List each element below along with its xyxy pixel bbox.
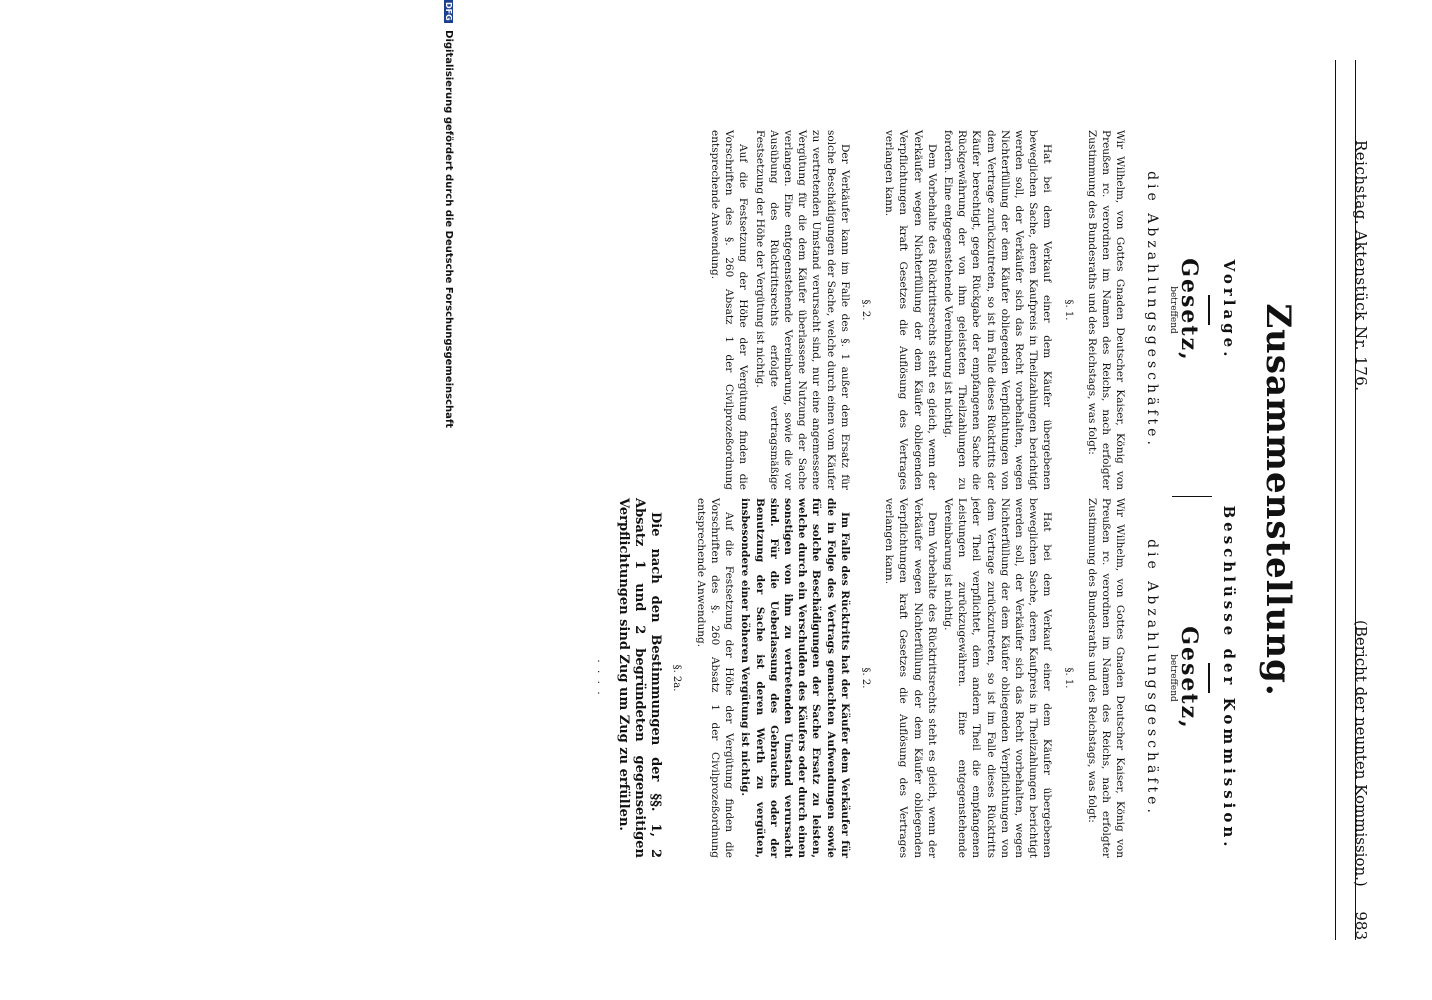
column-vorlage: [706, 130, 1262, 490]
paragraph: Die nach den Bestimmungen der §§. 1, 2 Absatz 1 und 2 begründeten gegenseitigen Verpflichtungen sind Zug um Zug zu erfüllen.: [616, 498, 664, 858]
paragraph: Auf die Festsetzung der Höhe der Vergütung finden die Vorschriften des §. 260 Absatz 1 der Civilprozeßordnung entsprechende Anwendung.: [694, 498, 736, 858]
divider: [1208, 295, 1210, 325]
paragraph: Der Verkäufer kann im Falle des §. 1 außer dem Ersatz für solche Beschädigungen der Sache, welche durch einen vom Käufer zu vertretenden Umstand verursacht sind, nur eine angemessene Vergütung für die dem Käufer überlassene Nutzung der Sache verlangen. Eine entgegenstehende Vereinbarung, sowie die vor Ausübung des Rücktrittsrechts erfolgte vertragsmäßige Festsetzung der Höhe der Vergütung ist nichtig.: [753, 130, 851, 490]
paragraph: Dem Vorbehalte des Rücktrittsrechts steht es gleich, wenn der Verkäufer wegen Nichterfüllung der dem Käufer obliegenden Verpflichtungen kraft Gesetzes die Auflösung des Vertrages verlangen kann.: [883, 498, 938, 858]
column-beschluesse: [591, 498, 1262, 858]
dfg-logo: DFG: [444, 2, 453, 21]
end-ornament: · · · ·: [592, 659, 605, 697]
column-heading: Vorlage.: [1220, 259, 1238, 361]
header-left: Reichstag. Aktenstück Nr. 176.: [1352, 140, 1370, 392]
section-heading: §. 1.: [1062, 299, 1074, 321]
betreffend-label: betreffend: [1167, 654, 1178, 702]
section-heading: §. 2a.: [671, 664, 683, 692]
paragraph: Hat bei dem Verkauf einer dem Käufer übergebenen beweglichen Sache, deren Kaufpreis in Theilzahlungen berichtigt werden soll, der Verkäufer sich das Recht vorbehalten, wegen Nichterfüllung der dem Käufer obliegenden Verpflichtungen von dem Vertrage zurückzutreten, so ist im Falle dieses Rücktritts der Käufer berechtigt, gegen Rückgabe der empfangenen Sache die Rückgewährung der von ihm geleisteten Theilzahlungen zu fordern. Eine entgegenstehende Vereinbarung ist nichtig.: [941, 130, 1054, 490]
page-number: 983: [1352, 911, 1370, 940]
law-title: Gesetz,: [1175, 626, 1202, 730]
document-title: Zusammenstellung.: [1258, 303, 1298, 697]
header-right: (Bericht der neunten Kommission.): [1352, 620, 1370, 887]
law-subject: die Abzahlungsgeschäfte.: [1144, 539, 1161, 817]
credit-text: Digitalisierung gefördert durch die Deutsche Forschungsgemeinschaft: [443, 30, 454, 429]
paragraph: Auf die Festsetzung der Höhe der Vergütung finden die Vorschriften des §. 260 Absatz 1 der Civilprozeßordnung entsprechende Anwendung.: [708, 130, 750, 490]
column-separator: [1172, 496, 1212, 497]
section-heading: §. 2.: [859, 667, 871, 689]
preamble: Wir Wilhelm, von Gottes Gnaden Deutscher Kaiser, König von Preußen rc. verordnen im Namen des Reichs, nach erfolgter Zustimmung des Bundesraths und des Reichstags, was folgt:: [1085, 498, 1127, 858]
divider: [1208, 663, 1210, 693]
section-heading: §. 1.: [1062, 667, 1074, 689]
column-heading: Beschlüsse der Kommission.: [1220, 505, 1238, 851]
header-rule: [1355, 60, 1356, 940]
preamble: Wir Wilhelm, von Gottes Gnaden Deutscher Kaiser, König von Preußen rc. verordnen im Namen des Reichs, nach erfolgter Zustimmung des Bundesraths und des Reichstags, was folgt:: [1085, 130, 1127, 490]
running-header: [1334, 60, 1370, 940]
paragraph: Hat bei dem Verkauf einer dem Käufer übergebenen beweglichen Sache, deren Kaufpreis in Theilzahlungen berichtigt werden soll, der Verkäufer sich das Recht vorbehalten, wegen Nichterfüllung der dem Käufer obliegenden Verpflichtungen von dem Vertrage zurückzutreten, so ist im Falle dieses Rücktritts jeder Theil verpflichtet, dem andern Theil die empfangenen Leistungen zurückzugewähren. Eine entgegenstehende Vereinbarung ist nichtig.: [941, 498, 1054, 858]
paragraph: Dem Vorbehalte des Rücktrittsrechts steht es gleich, wenn der Verkäufer wegen Nichterfüllung der dem Käufer obliegenden Verpflichtungen kraft Gesetzes die Auflösung des Vertrages verlangen kann.: [883, 130, 938, 490]
betreffend-label: betreffend: [1167, 286, 1178, 334]
paragraph: Im Falle des Rücktritts hat der Käufer dem Verkäufer für die in Folge des Vertrags gemachten Aufwendungen sowie für solche Beschädigungen der Sache Ersatz zu leisten, welche durch ein Verschulden des Käufers oder durch einen sonstigen von ihm zu vertretenden Umstand verursacht sind. Für die Ueberlassung des Gebrauchs oder der Benutzung der Sache ist deren Werth zu vergüten, insbesondere einer höheren Vergütung ist nichtig.: [739, 498, 851, 858]
header-rule-lower: [1335, 60, 1336, 940]
law-title: Gesetz,: [1175, 258, 1202, 362]
law-subject: die Abzahlungsgeschäfte.: [1144, 171, 1161, 449]
digitization-credit: [438, 0, 454, 1000]
section-heading: §. 2.: [859, 299, 871, 321]
